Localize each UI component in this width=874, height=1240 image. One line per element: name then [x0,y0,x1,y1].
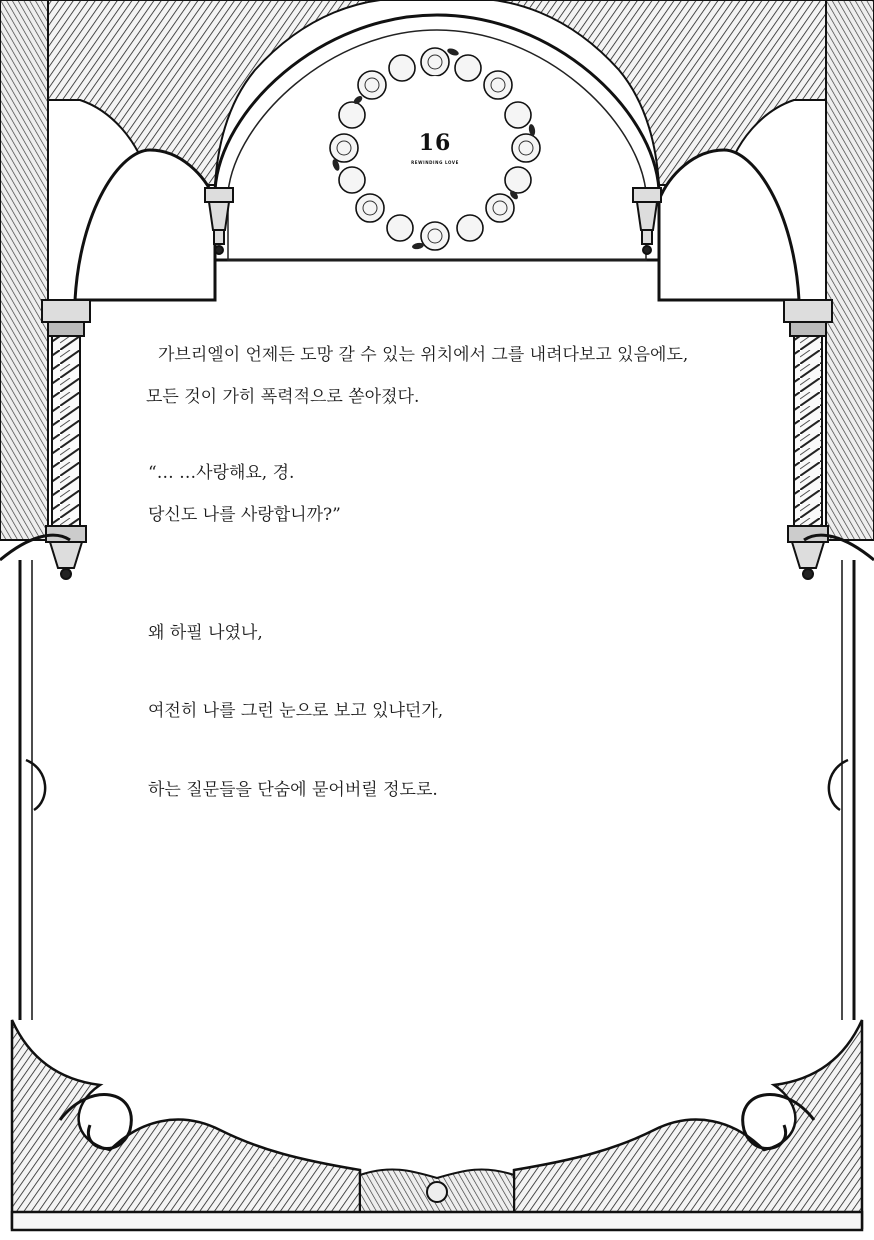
text-line: 여전히 나를 그런 눈으로 보고 있냐던가, [148,701,444,721]
chapter-subtitle: REWINDING LOVE [411,160,459,165]
dialogue-line: “… …사랑해요, 경. [148,463,295,483]
text-line: 가브리엘이 언제든 도망 갈 수 있는 위치에서 그를 내려다보고 있음에도, [158,345,689,365]
text-line: 왜 하필 나였나, [148,623,263,643]
text-line: 모든 것이 가히 폭력적으로 쏟아졌다. [146,387,420,407]
chapter-number: 16 [418,130,452,156]
text-line: 하는 질문들을 단숨에 묻어버릴 정도로. [148,780,438,800]
dialogue-line: 당신도 나를 사랑합니까?” [148,505,341,525]
